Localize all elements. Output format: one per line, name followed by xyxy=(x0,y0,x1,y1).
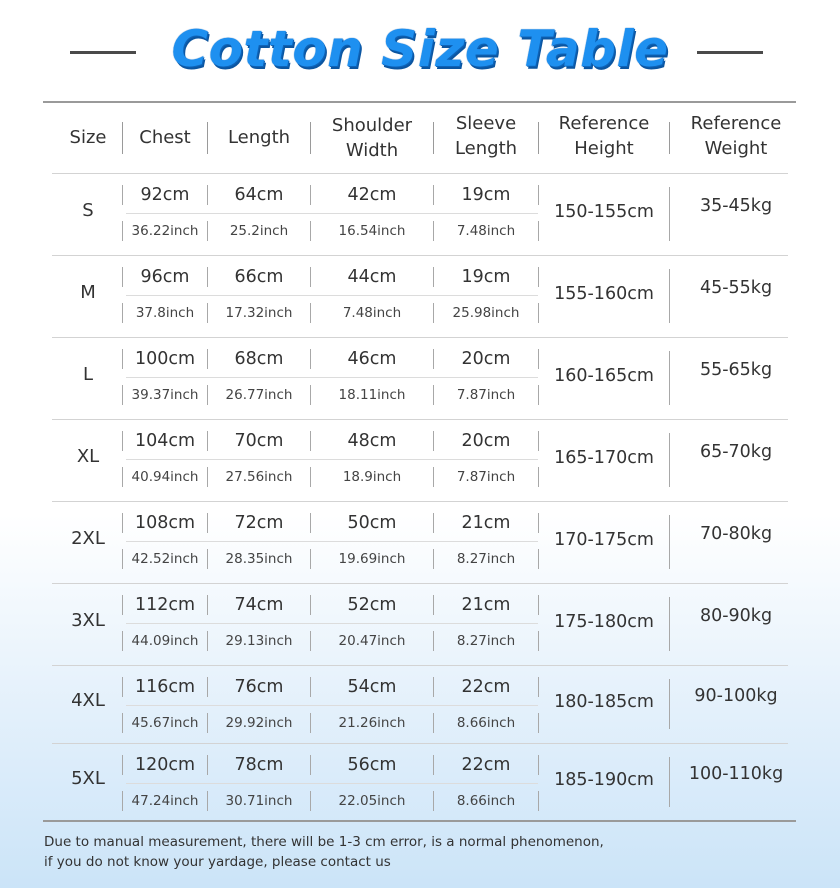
length-inch-value: 28.35inch xyxy=(225,551,293,567)
cell-divider xyxy=(538,713,539,733)
reference-height-value: 165-170cm xyxy=(554,448,654,468)
header-shoulder-line-2: Width xyxy=(345,140,399,161)
chest-inch-value: 40.94inch xyxy=(131,469,199,485)
cell-divider xyxy=(310,185,311,205)
chest-inch-value: 37.8inch xyxy=(135,305,195,321)
size-label: XL xyxy=(76,446,100,467)
length-inch-value: 25.2inch xyxy=(229,223,289,239)
page-title: Cotton Size Table xyxy=(171,20,669,78)
cell-divider xyxy=(538,221,539,241)
cell-divider xyxy=(207,467,208,487)
cell-divider xyxy=(207,595,208,615)
shoulder-cm-value: 56cm xyxy=(347,755,397,775)
cell-divider xyxy=(433,755,434,775)
cell-divider xyxy=(310,221,311,241)
cell-divider xyxy=(538,549,539,569)
length-cm-value: 64cm xyxy=(234,185,284,205)
cell-divider xyxy=(433,185,434,205)
cell-divider xyxy=(310,677,311,697)
cell-divider xyxy=(207,791,208,811)
cell-divider xyxy=(433,595,434,615)
reference-weight-value: 55-65kg xyxy=(699,360,773,380)
shoulder-inch-value: 18.9inch xyxy=(342,469,402,485)
reference-weight-value: 90-100kg xyxy=(694,686,778,706)
cell-divider xyxy=(207,677,208,697)
cell-divider xyxy=(122,303,123,323)
length-cm-value: 72cm xyxy=(234,513,284,533)
footer-line-1: Due to manual measurement, there will be 1-3 cm error, is a normal phenomenon, xyxy=(44,834,604,850)
cell-divider xyxy=(433,631,434,651)
shoulder-cm-value: 52cm xyxy=(347,595,397,615)
cell-divider xyxy=(122,713,123,733)
reference-height-value: 150-155cm xyxy=(554,202,654,222)
cell-divider xyxy=(310,513,311,533)
reference-height-value: 175-180cm xyxy=(554,612,654,632)
cm-inch-separator xyxy=(126,705,538,706)
length-cm-value: 76cm xyxy=(234,677,284,697)
cell-divider xyxy=(538,631,539,651)
cm-inch-separator xyxy=(126,623,538,624)
cell-divider xyxy=(310,595,311,615)
cm-inch-separator xyxy=(126,295,538,296)
length-cm-value: 66cm xyxy=(234,267,284,287)
footer-note xyxy=(44,832,604,872)
cell-divider xyxy=(433,267,434,287)
header-reference-weight xyxy=(670,111,802,161)
shoulder-inch-value: 20.47inch xyxy=(338,633,406,649)
size-label: 4XL xyxy=(71,690,105,711)
cell-divider xyxy=(122,595,123,615)
shoulder-inch-value: 21.26inch xyxy=(338,715,406,731)
header-sleeve-line-1: Sleeve xyxy=(455,113,517,134)
chest-cm-value: 104cm xyxy=(134,431,196,451)
shoulder-inch-value: 7.48inch xyxy=(342,305,402,321)
header-weight-line-1: Reference xyxy=(690,113,782,134)
sleeve-cm-value: 20cm xyxy=(461,431,511,451)
cell-divider xyxy=(122,549,123,569)
sleeve-inch-value: 25.98inch xyxy=(452,305,520,321)
size-label: 2XL xyxy=(71,528,105,549)
length-inch-value: 29.92inch xyxy=(225,715,293,731)
chest-inch-value: 36.22inch xyxy=(131,223,199,239)
chest-cm-value: 120cm xyxy=(134,755,196,775)
length-cm-value: 74cm xyxy=(234,595,284,615)
chest-inch-value: 44.09inch xyxy=(131,633,199,649)
row-separator xyxy=(52,337,788,338)
cell-divider xyxy=(433,513,434,533)
sleeve-cm-value: 21cm xyxy=(461,595,511,615)
shoulder-cm-value: 44cm xyxy=(347,267,397,287)
sleeve-cm-value: 19cm xyxy=(461,185,511,205)
sleeve-inch-value: 7.87inch xyxy=(456,387,516,403)
chest-cm-value: 100cm xyxy=(134,349,196,369)
length-cm-value: 68cm xyxy=(234,349,284,369)
reference-weight-value: 100-110kg xyxy=(688,764,784,784)
cell-divider xyxy=(122,755,123,775)
cm-inch-separator xyxy=(126,541,538,542)
cell-divider xyxy=(433,431,434,451)
reference-weight-value: 35-45kg xyxy=(699,196,773,216)
chest-cm-value: 112cm xyxy=(134,595,196,615)
cm-inch-separator xyxy=(126,459,538,460)
shoulder-inch-value: 22.05inch xyxy=(338,793,406,809)
sleeve-cm-value: 22cm xyxy=(461,755,511,775)
cell-divider xyxy=(122,467,123,487)
cell-divider xyxy=(538,303,539,323)
sleeve-inch-value: 8.66inch xyxy=(456,793,516,809)
length-cm-value: 70cm xyxy=(234,431,284,451)
reference-weight-value: 80-90kg xyxy=(699,606,773,626)
cell-divider xyxy=(310,755,311,775)
header-size: Size xyxy=(69,127,107,148)
cell-divider xyxy=(122,513,123,533)
row-separator xyxy=(52,583,788,584)
cell-divider xyxy=(122,349,123,369)
row-separator xyxy=(52,173,788,174)
header-reference-height xyxy=(538,111,670,161)
cm-inch-separator xyxy=(126,377,538,378)
size-label: 5XL xyxy=(71,768,105,789)
cell-divider xyxy=(207,513,208,533)
size-label: L xyxy=(82,364,94,385)
chest-cm-value: 116cm xyxy=(134,677,196,697)
reference-height-value: 185-190cm xyxy=(554,770,654,790)
cell-divider xyxy=(207,431,208,451)
cell-divider xyxy=(310,791,311,811)
cell-divider xyxy=(538,467,539,487)
sleeve-inch-value: 8.27inch xyxy=(456,633,516,649)
chest-cm-value: 108cm xyxy=(134,513,196,533)
sleeve-cm-value: 19cm xyxy=(461,267,511,287)
chest-inch-value: 42.52inch xyxy=(131,551,199,567)
cell-divider xyxy=(122,791,123,811)
cell-divider xyxy=(122,677,123,697)
sleeve-inch-value: 8.66inch xyxy=(456,715,516,731)
cell-divider xyxy=(207,267,208,287)
cell-divider xyxy=(310,349,311,369)
row-separator xyxy=(52,743,788,744)
cell-divider xyxy=(122,431,123,451)
shoulder-inch-value: 19.69inch xyxy=(338,551,406,567)
header-shoulder-line-1: Shoulder xyxy=(331,115,413,136)
header-weight-line-2: Weight xyxy=(704,138,768,159)
row-separator xyxy=(52,255,788,256)
cell-divider xyxy=(207,755,208,775)
cell-divider xyxy=(310,267,311,287)
reference-weight-value: 70-80kg xyxy=(699,524,773,544)
size-label: S xyxy=(82,200,94,221)
shoulder-inch-value: 16.54inch xyxy=(338,223,406,239)
header-chest: Chest xyxy=(139,127,191,148)
cell-divider xyxy=(207,385,208,405)
cell-divider xyxy=(433,303,434,323)
reference-height-value: 160-165cm xyxy=(554,366,654,386)
header-height-line-2: Height xyxy=(574,138,634,159)
size-label: M xyxy=(80,282,96,303)
sleeve-inch-value: 7.87inch xyxy=(456,469,516,485)
shoulder-cm-value: 48cm xyxy=(347,431,397,451)
cell-divider xyxy=(310,385,311,405)
header-length: Length xyxy=(227,127,291,148)
cell-divider xyxy=(310,467,311,487)
row-separator xyxy=(52,501,788,502)
chest-inch-value: 45.67inch xyxy=(131,715,199,731)
reference-height-value: 180-185cm xyxy=(554,692,654,712)
cell-divider xyxy=(207,713,208,733)
sleeve-cm-value: 22cm xyxy=(461,677,511,697)
cell-divider xyxy=(433,791,434,811)
header-sleeve-length xyxy=(433,111,539,161)
shoulder-cm-value: 54cm xyxy=(347,677,397,697)
chest-cm-value: 96cm xyxy=(140,267,190,287)
cell-divider xyxy=(433,385,434,405)
cell-divider xyxy=(433,467,434,487)
header-sleeve-line-2: Length xyxy=(454,138,518,159)
row-separator xyxy=(52,665,788,666)
cell-divider xyxy=(207,549,208,569)
cell-divider xyxy=(207,221,208,241)
cell-divider xyxy=(122,221,123,241)
reference-height-value: 155-160cm xyxy=(554,284,654,304)
cell-divider xyxy=(310,431,311,451)
table-bottom-rule xyxy=(43,820,796,822)
reference-weight-value: 45-55kg xyxy=(699,278,773,298)
reference-height-value: 170-175cm xyxy=(554,530,654,550)
cell-divider xyxy=(433,221,434,241)
cell-divider xyxy=(207,631,208,651)
cell-divider xyxy=(310,303,311,323)
chest-inch-value: 39.37inch xyxy=(131,387,199,403)
row-separator xyxy=(52,419,788,420)
cm-inch-separator xyxy=(126,783,538,784)
table-top-rule xyxy=(43,101,796,103)
sleeve-cm-value: 20cm xyxy=(461,349,511,369)
cm-inch-separator xyxy=(126,213,538,214)
cell-divider xyxy=(310,549,311,569)
size-label: 3XL xyxy=(71,610,105,631)
cell-divider xyxy=(207,303,208,323)
length-inch-value: 27.56inch xyxy=(225,469,293,485)
sleeve-cm-value: 21cm xyxy=(461,513,511,533)
length-inch-value: 26.77inch xyxy=(225,387,293,403)
cell-divider xyxy=(310,631,311,651)
length-inch-value: 17.32inch xyxy=(225,305,293,321)
cell-divider xyxy=(122,267,123,287)
sleeve-inch-value: 8.27inch xyxy=(456,551,516,567)
length-inch-value: 30.71inch xyxy=(225,793,293,809)
chest-cm-value: 92cm xyxy=(140,185,190,205)
footer-line-2: if you do not know your yardage, please contact us xyxy=(44,854,391,870)
cell-divider xyxy=(433,677,434,697)
length-cm-value: 78cm xyxy=(234,755,284,775)
shoulder-cm-value: 50cm xyxy=(347,513,397,533)
shoulder-cm-value: 42cm xyxy=(347,185,397,205)
cell-divider xyxy=(538,385,539,405)
cell-divider xyxy=(122,185,123,205)
cell-divider xyxy=(310,713,311,733)
cell-divider xyxy=(207,185,208,205)
header-height-line-1: Reference xyxy=(558,113,650,134)
shoulder-inch-value: 18.11inch xyxy=(338,387,406,403)
header-shoulder-width xyxy=(310,113,434,163)
cell-divider xyxy=(122,631,123,651)
cell-divider xyxy=(433,713,434,733)
shoulder-cm-value: 46cm xyxy=(347,349,397,369)
sleeve-inch-value: 7.48inch xyxy=(456,223,516,239)
cell-divider xyxy=(538,791,539,811)
cell-divider xyxy=(122,385,123,405)
cell-divider xyxy=(433,349,434,369)
chest-inch-value: 47.24inch xyxy=(131,793,199,809)
reference-weight-value: 65-70kg xyxy=(699,442,773,462)
cell-divider xyxy=(207,349,208,369)
cell-divider xyxy=(433,549,434,569)
length-inch-value: 29.13inch xyxy=(225,633,293,649)
